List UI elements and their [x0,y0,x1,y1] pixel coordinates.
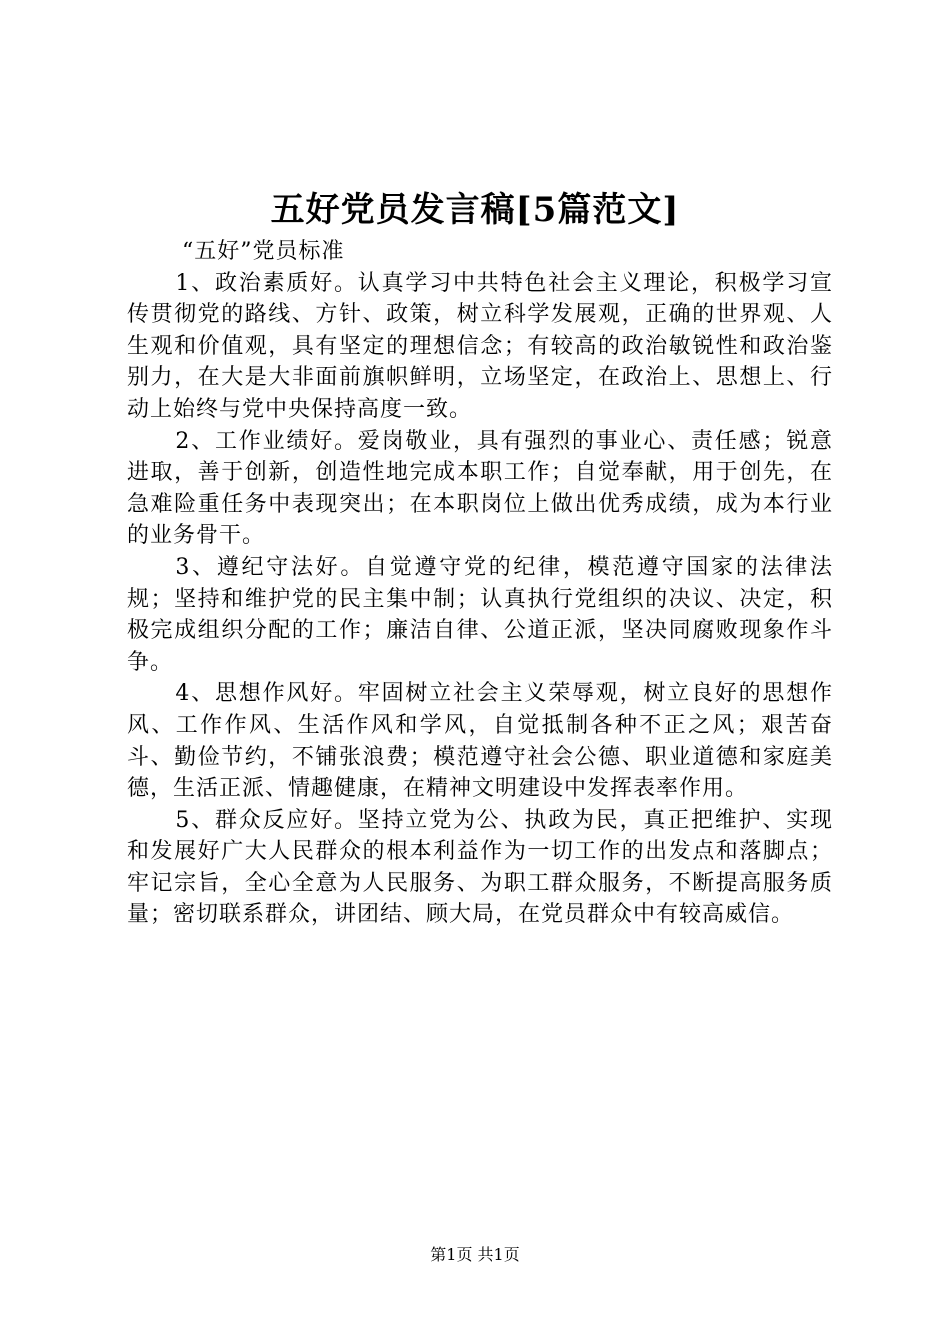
section-heading: “五好”党员标准 [182,239,345,264]
document-body [127,236,833,931]
document-title: 五好党员发言稿[5篇范文] [270,190,680,230]
paragraph-3: 3、遵纪守法好。自觉遵守党的纪律，模范遵守国家的法律法规；坚持和维护党的民主集中制；认真执行党组织的决议、决定，积极完成组织分配的工作；廉洁自律、公道正派，坚决同腐败现象作斗争。 [127,554,833,675]
paragraph-5: 5、群众反应好。坚持立党为公、执政为民，真正把维护、实现和发展好广大人民群众的根本利益作为一切工作的出发点和落脚点；牢记宗旨，全心全意为人民服务、为职工群众服务，不断提高服务质量；密切联系群众，讲团结、顾大局，在党员群众中有较高威信。 [127,807,833,928]
paragraph-4: 4、思想作风好。牢固树立社会主义荣辱观，树立良好的思想作风、工作作风、生活作风和学风，自觉抵制各种不正之风；艰苦奋斗、勤俭节约，不铺张浪费；模范遵守社会公德、职业道德和家庭美德，生活正派、情趣健康，在精神文明建设中发挥表率作用。 [127,681,833,802]
page-footer: 第1页 共1页 [430,1245,520,1264]
paragraph-1: 1、政治素质好。认真学习中共特色社会主义理论，积极学习宣传贯彻党的路线、方针、政策，树立科学发展观，正确的世界观、人生观和价值观，具有坚定的理想信念；有较高的政治敏锐性和政治鉴别力，在大是大非面前旗帜鲜明，立场坚定，在政治上、思想上、行动上始终与党中央保持高度一致。 [127,270,833,422]
paragraph-2: 2、工作业绩好。爱岗敬业，具有强烈的事业心、责任感；锐意进取，善于创新，创造性地完成本职工作；自觉奉献，用于创先，在急难险重任务中表现突出；在本职岗位上做出优秀成绩，成为本行业的业务骨干。 [127,428,833,549]
